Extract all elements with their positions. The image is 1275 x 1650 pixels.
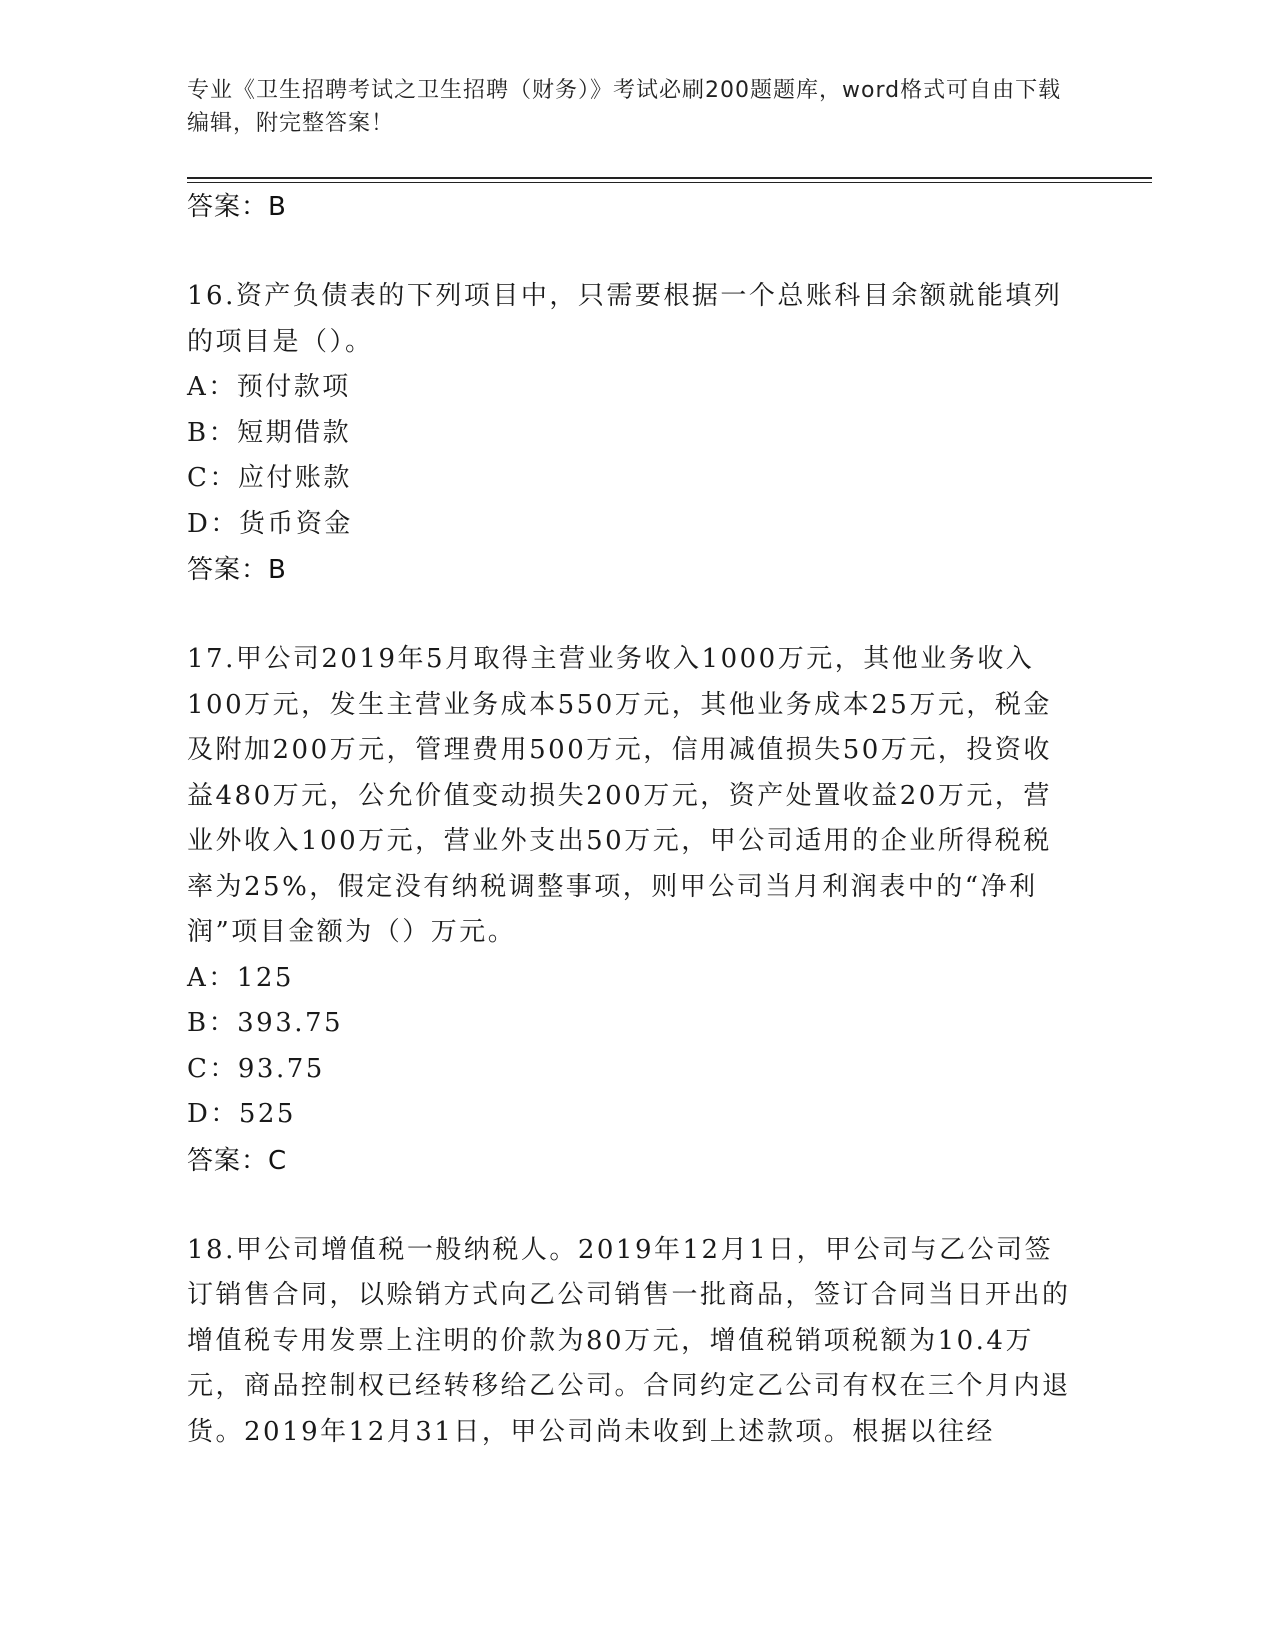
question-18: [187, 1228, 1077, 1456]
document-body: [187, 188, 1077, 1455]
question-answer: 答案：B: [187, 555, 287, 585]
header-divider-thick: [187, 177, 1152, 179]
option-d: D：货币资金: [187, 508, 353, 539]
option-a: A：125: [187, 962, 294, 993]
document-header: 专业《卫生招聘考试之卫生招聘（财务）》考试必刷200题题库，word格式可自由下载编辑，附完整答案！: [187, 78, 1062, 136]
option-b: B：短期借款: [187, 417, 352, 448]
option-c: C：应付账款: [187, 463, 352, 493]
option-c: C：93.75: [187, 1053, 325, 1084]
option-b: B：393.75: [187, 1008, 344, 1038]
question-17: [187, 637, 1077, 1184]
question-text: 18.甲公司增值税一般纳税人。2019年12月1日，甲公司与乙公司签订销售合同，以赊销方式向乙公司销售一批商品，签订合同当日开出的增值税专用发票上注明的价款为80万元，增值税销项税额为10.4万元，商品控制权已经转移给乙公司。合同约定乙公司有权在三个月内退货。2019年12月31日，甲公司尚未收到上述款项。根据以往经: [187, 1234, 1071, 1447]
option-a: A：预付款项: [187, 372, 351, 402]
question-text: 16.资产负债表的下列项目中，只需要根据一个总账科目余额就能填列的项目是（）。: [187, 281, 1063, 357]
header-divider-thin: [187, 182, 1152, 183]
question-answer: 答案：C: [187, 1145, 288, 1176]
question-text: 17.甲公司2019年5月取得主营业务收入1000万元，其他业务收入100万元，发生主营业务成本550万元，其他业务成本25万元，税金及附加200万元，管理费用500万元，信用减值损失50万元，投资收益480万元，公允价值变动损失200万元，资产处置收益20万元，营业外收入100万元，营业外支出50万元，甲公司适用的企业所得税税率为25%，假定没有纳税调整事项，则甲公司当月利润表中的“净利润”项目金额为（）万元。: [187, 644, 1052, 947]
option-d: D：525: [187, 1099, 296, 1129]
question-16: [187, 274, 1077, 593]
previous-question-answer: 答案：B: [187, 192, 287, 222]
